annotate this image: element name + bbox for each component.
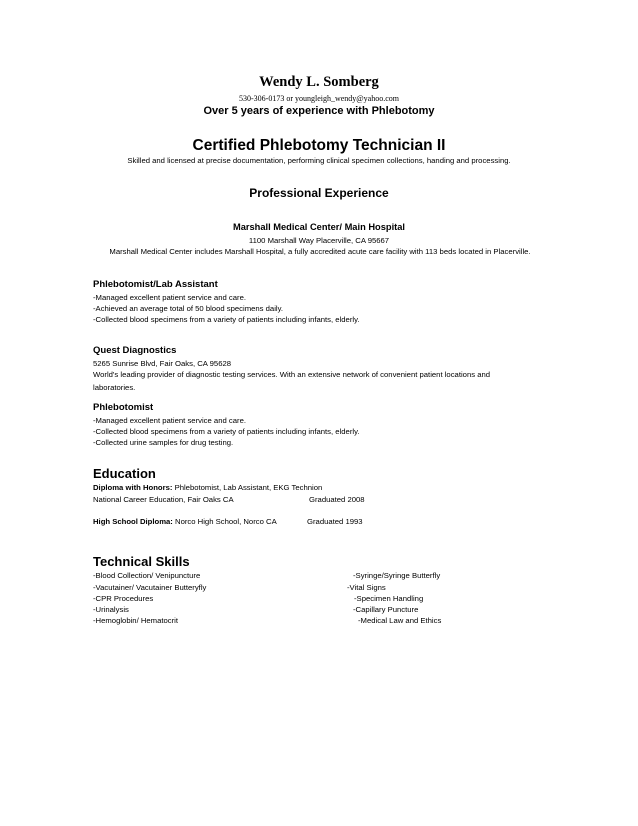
skill-item: -Vacutainer/ Vacutainer Butteryfly [93,583,207,592]
professional-experience-heading: Professional Experience [249,186,389,200]
skill-item: -Specimen Handling [354,594,424,603]
skill-item: -Blood Collection/ Venipuncture [93,571,201,580]
employer-address: 5265 Sunrise Blvd, Fair Oaks, CA 95628 [93,359,232,368]
employer-description: Marshall Medical Center includes Marshall Hospital, a fully accredited acute care facility with 113 beds located in Placerville. [109,247,531,256]
skill-item: -Vital Signs [347,583,386,592]
skill-item: -Hemoglobin/ Hematocrit [93,616,179,625]
certification-title: Certified Phlebotomy Technician II [192,137,446,154]
list-item: -Managed excellent patient service and care. [93,293,246,302]
skill-item: -CPR Procedures [93,594,154,603]
high-school-graduation: Graduated 1993 [307,517,363,526]
employer-name: Quest Diagnostics [93,345,177,356]
certification-summary: Skilled and licensed at precise documentation, performing clinical specimen collections, handing and processing. [127,156,511,165]
skill-item: -Urinalysis [93,605,129,614]
contact-info: 530-306-0173 or youngleigh_wendy@yahoo.com [238,94,399,103]
education-heading: Education [93,466,156,481]
diploma-value: Phlebotomist, Lab Assistant, EKG Technion [172,483,323,492]
list-item: -Managed excellent patient service and care. [93,416,246,425]
employer-address: 1100 Marshall Way Placerville, CA 95667 [248,236,390,245]
high-school-label: High School Diploma: [93,517,173,526]
list-item: -Collected urine samples for drug testing. [93,438,234,447]
employer-name: Marshall Medical Center/ Main Hospital [232,222,406,232]
skill-item: -Syringe/Syringe Butterfly [353,571,441,580]
list-item: -Collected blood specimens from a variety of patients including infants, elderly. [93,427,360,436]
skill-item: -Capillary Puncture [353,605,419,614]
technical-skills-heading: Technical Skills [93,554,190,569]
school-graduation: Graduated 2008 [309,495,365,504]
high-school-value: Norco High School, Norco CA [172,517,277,526]
diploma-label: Diploma with Honors: [93,483,173,492]
job-title: Phlebotomist/Lab Assistant [93,279,218,290]
candidate-name: Wendy L. Somberg [259,74,379,90]
high-school-line [93,516,277,528]
employer-description: World's leading provider of diagnostic testing services. With an extensive network of convenient patient locations and laboratories. [93,370,491,392]
job-title: Phlebotomist [93,402,154,413]
list-item: -Collected blood specimens from a variety of patients including infants, elderly. [93,315,360,324]
skill-item: -Medical Law and Ethics [358,616,442,625]
list-item: -Achieved an average total of 50 blood specimens daily. [93,304,284,313]
experience-summary: Over 5 years of experience with Phlebotomy [203,105,435,117]
school-name: National Career Education, Fair Oaks CA [93,495,234,504]
diploma-line [93,482,322,494]
